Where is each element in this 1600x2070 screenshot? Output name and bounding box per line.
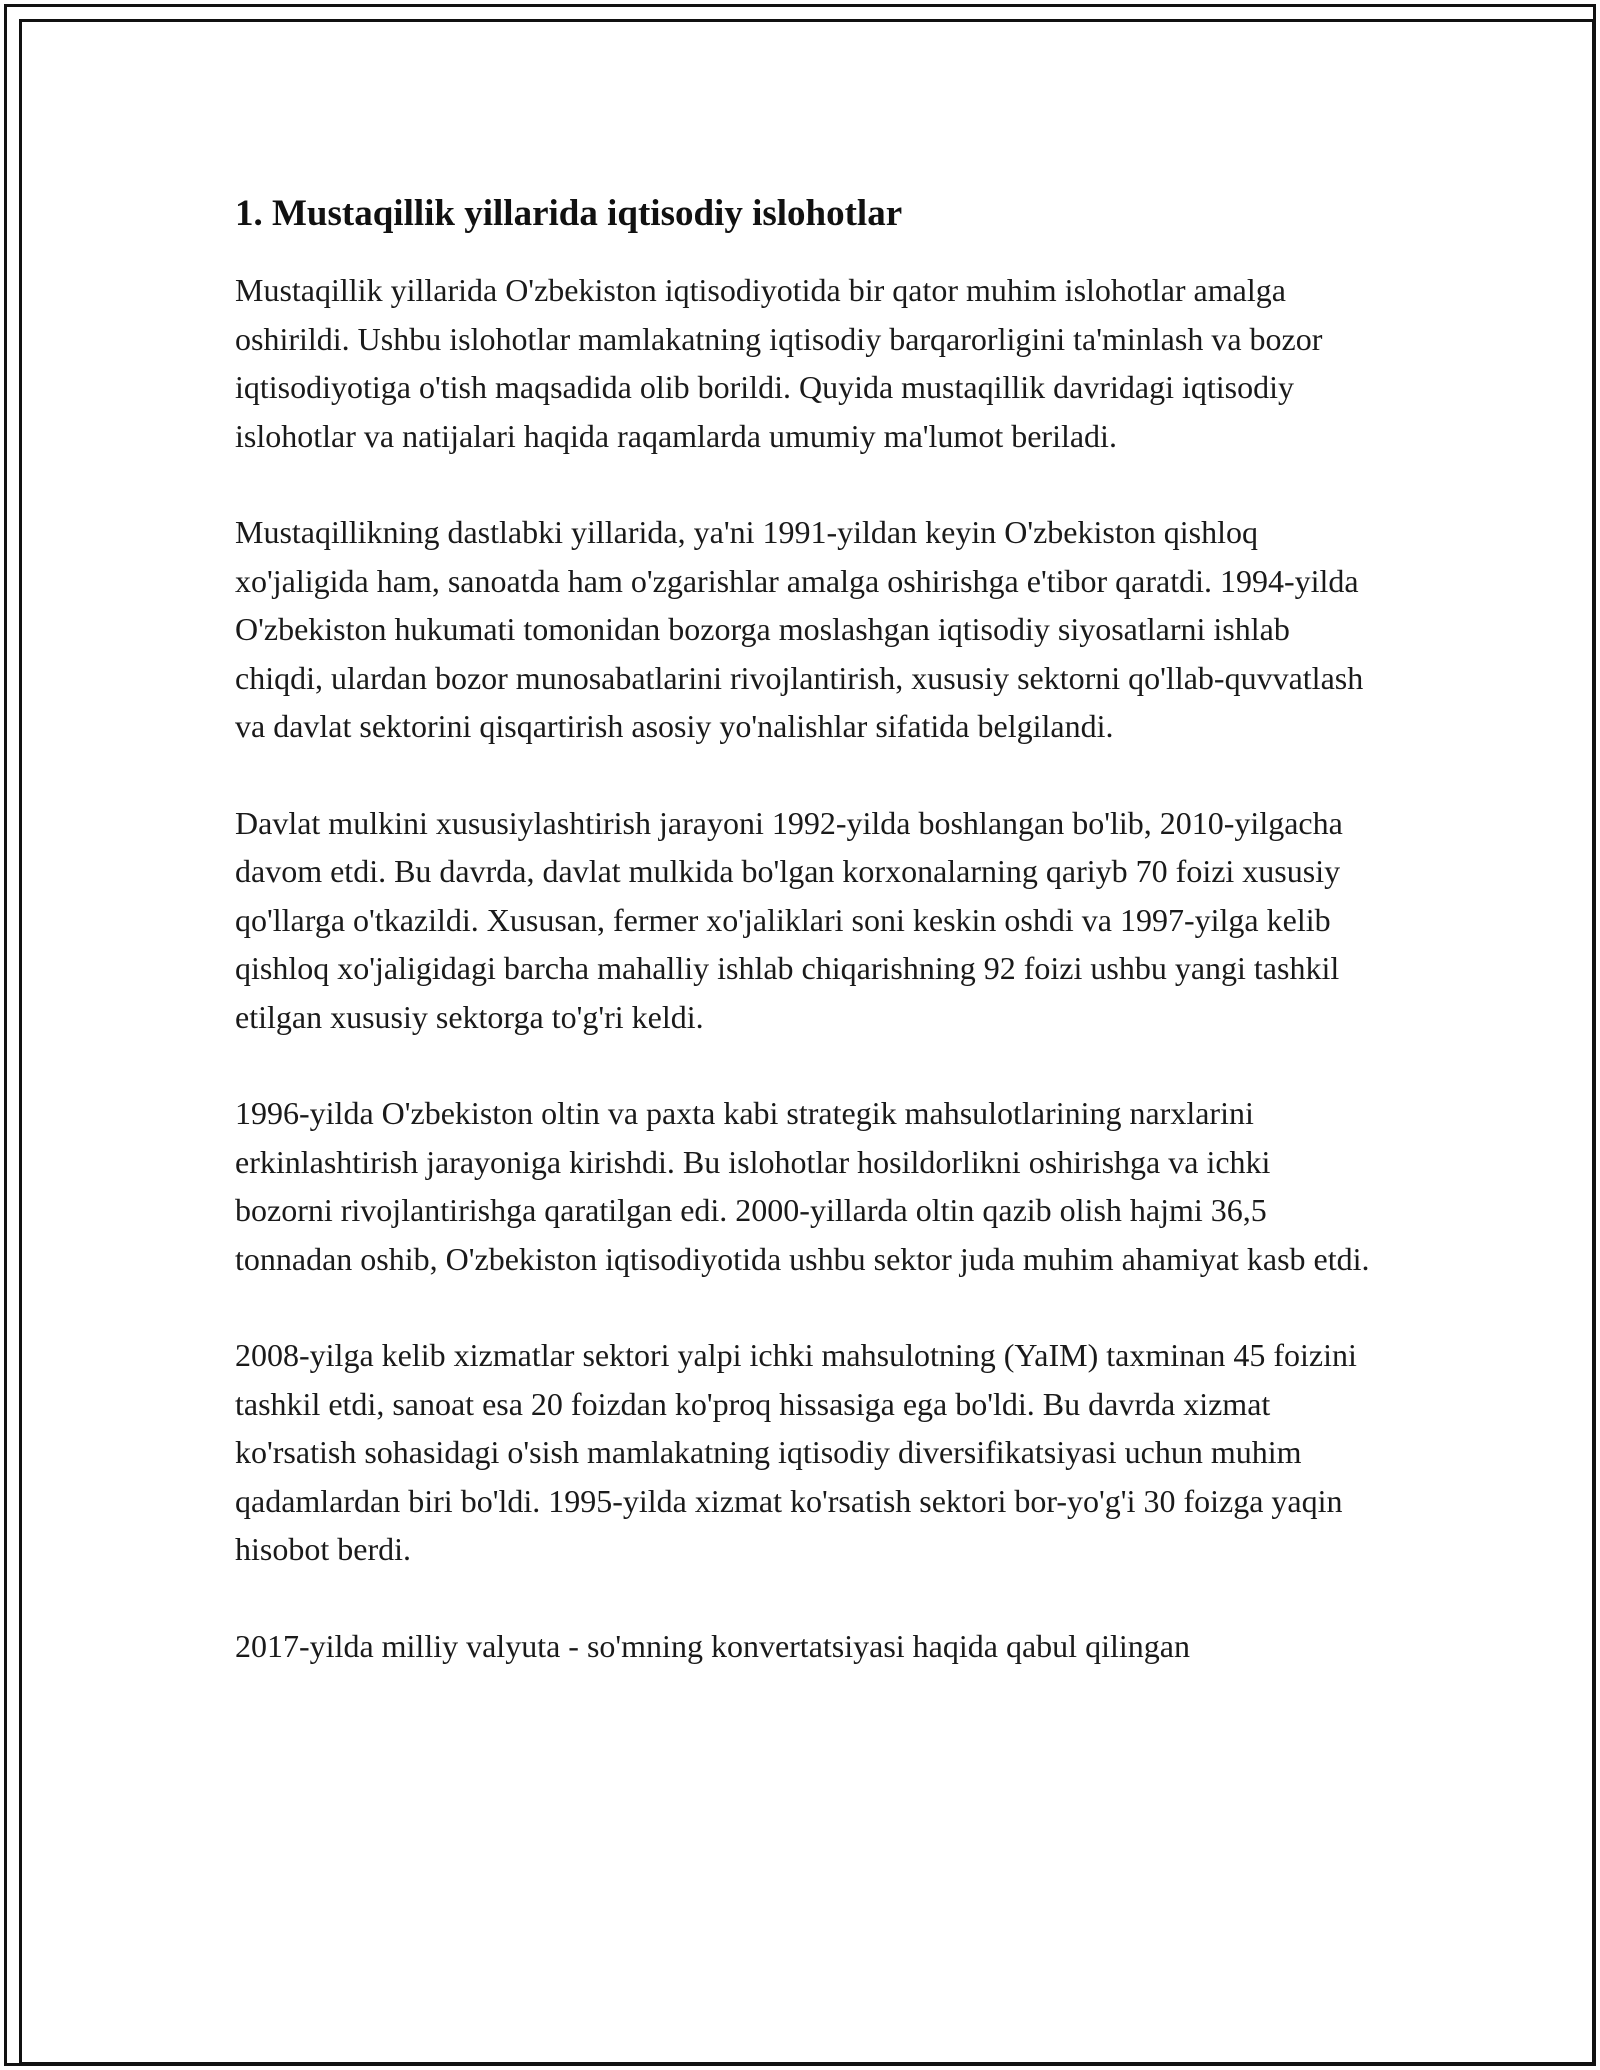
paragraph-privatization: Davlat mulkini xususiylashtirish jarayoni 1992-yilda boshlangan bo'lib, 2010-yilgacha davom etdi. Bu davrda, davlat mulkida bo'lgan korxonalarning qariyb 70 foizi xususiy qo'llarga o'tkazildi. Xususan, fermer xo'jaliklari soni keskin oshdi va 1997-yilga kelib qishloq xo'jaligidagi barcha mahalliy ishlab chiqarishning 92 foizi ushbu yangi tashkil etilgan xususiy sektorga to'g'ri keldi. — [235, 804, 1343, 1035]
section-heading: 1. Mustaqillik yillarida iqtisodiy islohotlar — [235, 193, 903, 234]
document-body — [235, 186, 1375, 1670]
paragraph-intro: Mustaqillik yillarida O'zbekiston iqtisodiyotida bir qator muhim islohotlar amalga oshirildi. Ushbu islohotlar mamlakatning iqtisodiy barqarorligini ta'minlash va bozor iqtisodiyotiga o'tish maqsadida olib borildi. Quyida mustaqillik davridagi iqtisodiy islohotlar va natijalari haqida raqamlarda umumiy ma'lumot beriladi. — [235, 272, 1323, 454]
paragraph-services-sector: 2008-yilga kelib xizmatlar sektori yalpi ichki mahsulotning (YaIM) taxminan 45 foizini tashkil etdi, sanoat esa 20 foizdan ko'proq hissasiga ega bo'ldi. Bu davrda xizmat ko'rsatish sohasidagi o'sish mamlakatning iqtisodiy diversifikatsiyasi uchun muhim qadamlardan biri bo'ldi. 1995-yilda xizmat ko'rsatish sektori bor-yo'g'i 30 foizga yaqin hisobot berdi. — [235, 1337, 1357, 1567]
paragraph-price-liberalization: 1996-yilda O'zbekiston oltin va paxta kabi strategik mahsulotlarining narxlarini erkinlashtirish jarayoniga kirishdi. Bu islohotlar hosildorlikni oshirishga va ichki bozorni rivojlantirishga qaratilgan edi. 2000-yillarda oltin qazib olish hajmi 36,5 tonnadan oshib, O'zbekiston iqtisodiyotida ushbu sektor juda muhim ahamiyat kasb etdi. — [235, 1095, 1370, 1277]
paragraph-early-years: Mustaqillikning dastlabki yillarida, ya'ni 1991-yildan keyin O'zbekiston qishloq xo'jaligida ham, sanoatda ham o'zgarishlar amalga oshirishga e'tibor qaratdi. 1994-yilda O'zbekiston hukumati tomonidan bozorga moslashgan iqtisodiy siyosatlarni ishlab chiqdi, ulardan bozor munosabatlarini rivojlantirish, xususiy sektorni qo'llab-quvvatlash va davlat sektorini qisqartirish asosiy yo'nalishlar sifatida belgilandi. — [235, 514, 1364, 744]
paragraph-currency: 2017-yilda milliy valyuta - so'mning konvertatsiyasi haqida qabul qilingan — [235, 1627, 1190, 1664]
